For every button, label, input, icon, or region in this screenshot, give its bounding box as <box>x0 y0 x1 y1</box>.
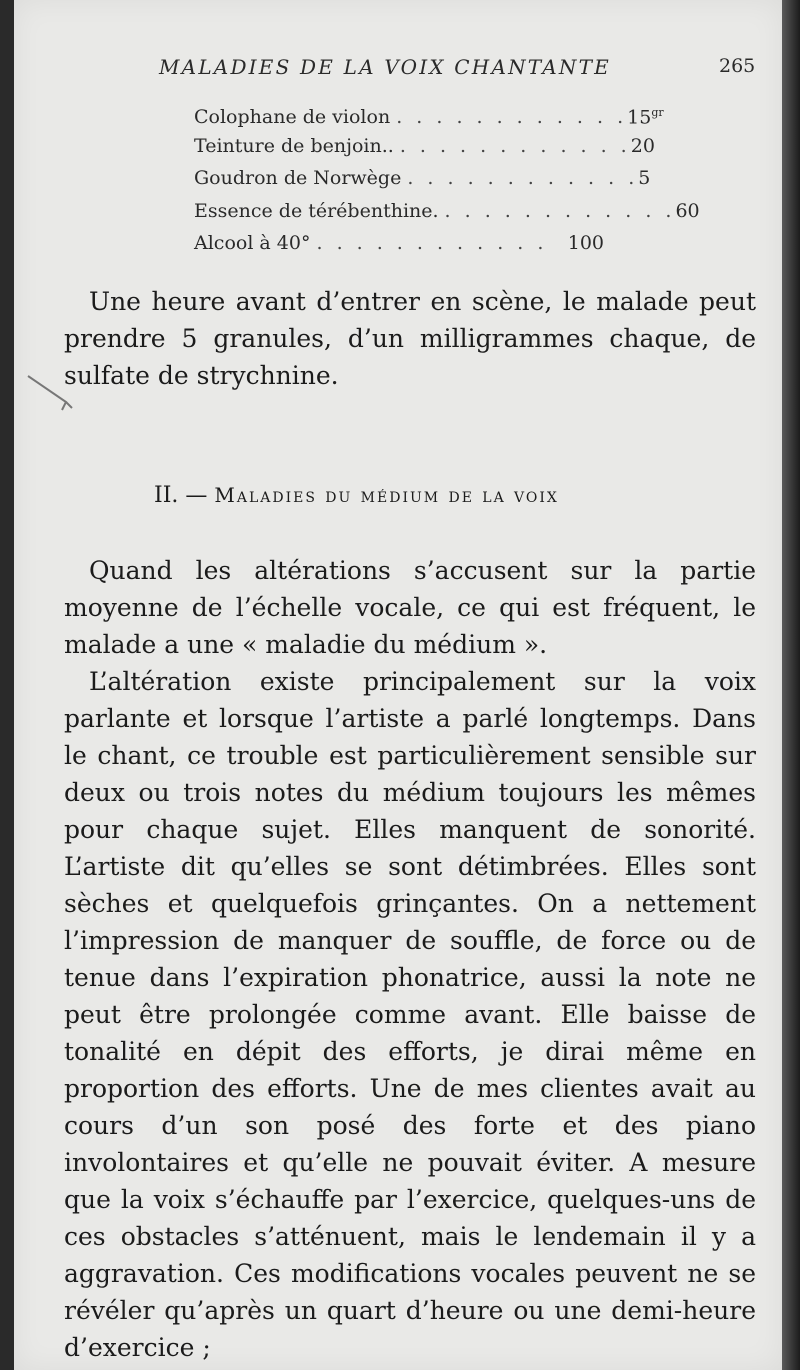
ingredient-name: Essence de térébenthine. <box>194 199 439 222</box>
paragraph-body: L’altération existe principalement sur la voix parlante et lorsque l’artiste a parlé longtemps. Dans le chant, ce trouble est particulièrement sensible sur deux ou trois notes du médium toujours les mêmes pour chaque sujet. Elles manquent de sonorité. L’artiste dit qu’elles se sont détimbrées. Elles sont sèches et quelquefois grinçantes. On a nettement l’impression de manquer de souffle, de force ou de tenue dans l’expiration phonatrice, aussi la note ne peut être prolongée comme avant. Elle baisse de tonalité en dépit des efforts, je dirai même en proportion des efforts. Une de mes clientes avait au cours d’un son posé des forte et des piano involontaires et qu’elle ne pouvait éviter. A mesure que la voix s’échauffe par l’exercice, quelques-uns de ces obstacles s’atténuent, mais le lendemain il y a aggravation. Ces modifications vocales peuvent ne se révéler qu’après un quart d’heure ou une demi-heure d’exercice ; <box>64 667 756 1362</box>
leader-dots: . . . . . . . . . . . . <box>396 106 628 129</box>
ingredient-name: Goudron de Norwège <box>194 167 402 189</box>
leader-dots: . . . . . . . . . . . . <box>407 167 639 189</box>
ingredient-quantity: 100 <box>567 232 604 254</box>
ingredient-quantity: 60 <box>675 199 700 222</box>
recipe-row <box>194 227 614 260</box>
paragraph-dosage: Une heure avant d’entrer en scène, le malade peut prendre 5 granules, d’un milligrammes chaque, de sulfate de strychnine. <box>64 287 756 390</box>
leader-dots: . . . . . . . . . . . . <box>444 199 676 222</box>
book-page <box>14 0 782 1370</box>
recipe-row <box>194 97 664 130</box>
recipe-row <box>194 130 655 163</box>
pencil-mark-icon <box>26 372 76 412</box>
leader-dots: . . . . . . . . . . . . <box>316 232 548 254</box>
ingredient-name: Teinture de benjoin.. <box>194 134 394 157</box>
section-title: Maladies du médium de la voix <box>214 483 559 507</box>
leader-dots: . . . . . . . . . . . . <box>399 134 631 157</box>
recipe-list <box>194 97 700 260</box>
ingredient-name: Colophane de violon <box>194 106 391 129</box>
running-title: MALADIES DE LA VOIX CHANTANTE <box>159 55 611 79</box>
recipe-row <box>194 162 651 195</box>
ingredient-quantity: 20 <box>630 134 655 157</box>
recipe-row <box>194 195 700 228</box>
section-number: II. — <box>154 483 208 508</box>
ingredient-name: Alcool à 40° <box>194 232 311 254</box>
paragraph-intro: Quand les altérations s’accusent sur la partie moyenne de l’échelle vocale, ce qui est fréquent, le malade a une « maladie du médium ». <box>64 556 756 659</box>
ingredient-quantity: $15^{gr}$ <box>627 106 664 129</box>
page-number: 265 <box>719 55 756 77</box>
book-gutter <box>782 0 800 1370</box>
section-heading <box>154 483 559 508</box>
ingredient-quantity: 5 <box>638 167 651 189</box>
